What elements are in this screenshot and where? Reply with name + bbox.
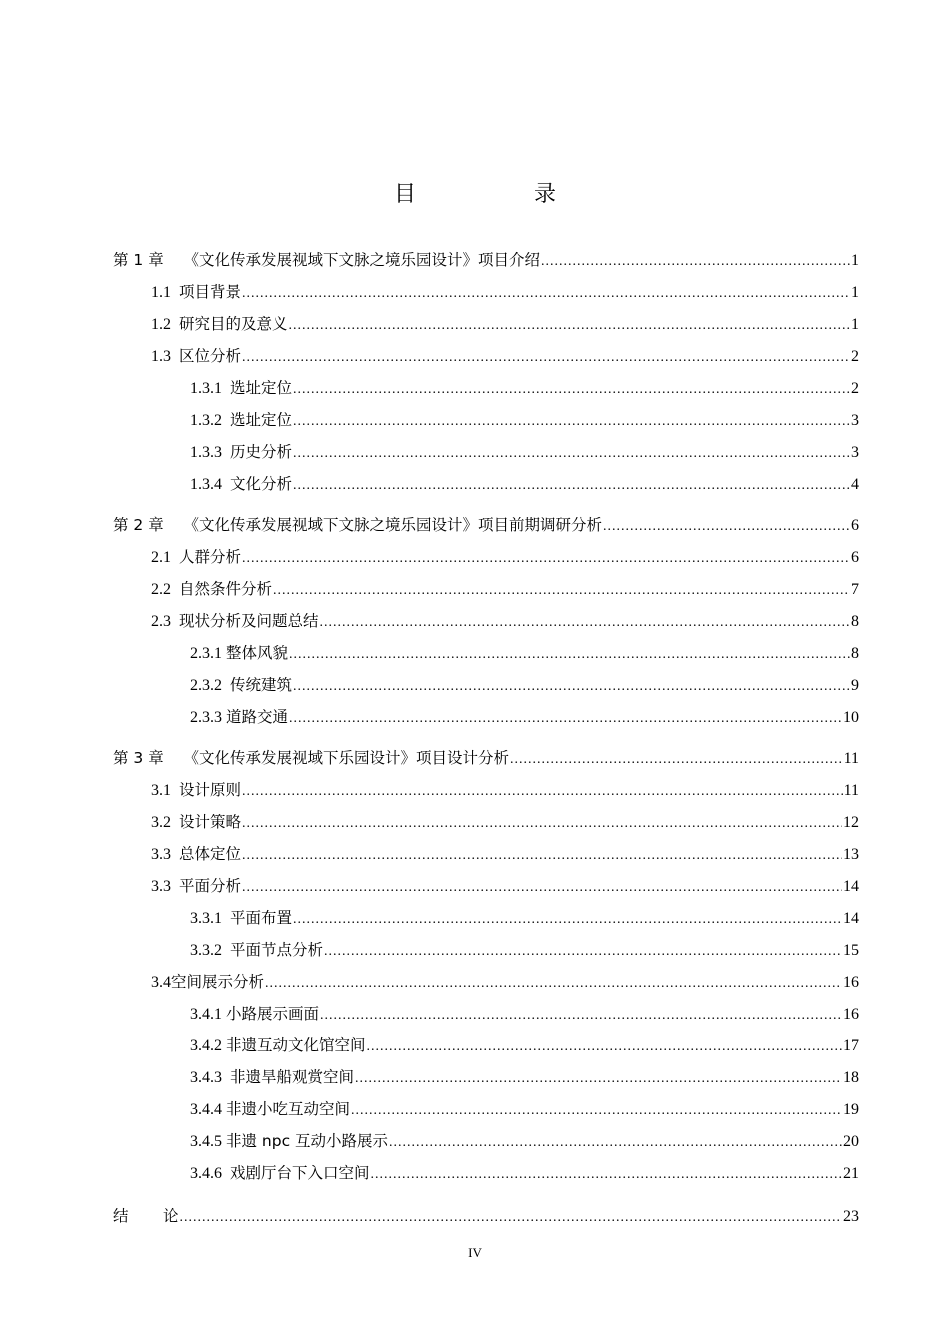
toc-entry-text: 《文化传承发展视域下乐园设计》项目设计分析 (183, 749, 509, 767)
toc-entry-number: 3.4.3 (190, 1069, 222, 1086)
toc-page-number: 14 (843, 910, 859, 927)
toc-entry[interactable] (151, 346, 859, 368)
toc-page-number: 23 (843, 1208, 859, 1225)
leader-dots (541, 251, 850, 272)
leader-dots (242, 845, 842, 866)
toc-entry-text: 平面布置 (230, 909, 293, 927)
toc-entry-number: 3.3 (151, 878, 171, 895)
toc-entry-number: 2.2 (151, 581, 171, 598)
leader-dots (324, 941, 842, 962)
toc-entry-number: 2.3.3 (190, 709, 222, 726)
leader-dots (367, 1036, 842, 1057)
toc-entry-number: 1.3.3 (190, 444, 222, 461)
toc-page-number: 17 (843, 1037, 859, 1054)
toc-entry-text: 非遗互动文化馆空间 (226, 1036, 366, 1054)
leader-dots (180, 1207, 842, 1228)
toc-page-number: 3 (851, 412, 859, 429)
toc-entry[interactable] (151, 844, 859, 866)
leader-dots (293, 909, 842, 930)
toc-page-number: 8 (851, 613, 859, 630)
toc-entry[interactable] (190, 1163, 859, 1185)
toc-entry[interactable] (190, 707, 859, 729)
toc-entry-number: 3.4 (151, 974, 171, 991)
leader-dots (242, 283, 850, 304)
toc-entry-text: 道路交通 (226, 708, 289, 726)
toc-entry-number: 3.3.2 (190, 942, 222, 959)
toc-entry-text: 整体风貌 (226, 644, 289, 662)
toc-entry-number: 2.3.1 (190, 645, 222, 662)
toc-entry[interactable] (190, 675, 859, 697)
toc-entry-text: 非遗小吃互动空间 (226, 1100, 351, 1118)
toc-entry-number: 3.4.5 (190, 1133, 222, 1150)
toc-page-number: 7 (851, 581, 859, 598)
leader-dots (242, 548, 850, 569)
toc-entry-number: 第 2 章 (113, 516, 164, 534)
toc-entry-chapter-2[interactable] (113, 515, 859, 537)
toc-entry-number: 3.4.6 (190, 1165, 222, 1182)
toc-entry-text: 历史分析 (230, 443, 293, 461)
toc-entry-number: 1.2 (151, 316, 171, 333)
toc-page-number: 11 (843, 750, 859, 767)
toc-entry[interactable] (190, 1099, 859, 1121)
leader-dots (242, 347, 850, 368)
toc-entry-text: 选址定位 (230, 411, 293, 429)
leader-dots (289, 315, 850, 336)
toc-entry-chapter-3[interactable] (113, 748, 859, 770)
leader-dots (293, 443, 850, 464)
toc-entry[interactable] (190, 1131, 859, 1153)
toc-entry[interactable] (151, 314, 859, 336)
toc-entry[interactable] (190, 1004, 859, 1026)
toc-page-number: 18 (843, 1069, 859, 1086)
toc-entry[interactable] (151, 780, 859, 802)
toc-entry-text: 论 (163, 1207, 179, 1225)
toc-entry-text: 总体定位 (179, 845, 242, 863)
toc-entry-text: 戏剧厅台下入口空间 (230, 1164, 370, 1182)
toc-entry-text: 现状分析及问题总结 (179, 612, 319, 630)
toc-entry-text: 小路展示画面 (226, 1005, 320, 1023)
toc-entry-text: 空间展示分析 (171, 973, 265, 991)
toc-entry-text: 平面分析 (179, 877, 242, 895)
toc-page-number: 1 (851, 284, 859, 301)
leader-dots (293, 475, 850, 496)
toc-page-number: 6 (851, 517, 859, 534)
leader-dots (320, 1005, 842, 1026)
toc-page-number: 6 (851, 549, 859, 566)
toc-entry-text: 平面节点分析 (230, 941, 324, 959)
toc-page-number: 1 (851, 252, 859, 269)
toc-page-number: 15 (843, 942, 859, 959)
toc-page-number: 20 (843, 1133, 859, 1150)
toc-entry[interactable] (190, 410, 859, 432)
leader-dots (293, 379, 850, 400)
toc-entry-text: 文化分析 (230, 475, 293, 493)
toc-entry[interactable] (190, 442, 859, 464)
toc-entry-number: 结 (113, 1207, 129, 1225)
leader-dots (371, 1164, 842, 1185)
toc-entry[interactable] (190, 908, 859, 930)
toc-entry-number: 3.4.4 (190, 1101, 222, 1118)
toc-entry-number: 3.4.2 (190, 1037, 222, 1054)
toc-page-number: 12 (843, 814, 859, 831)
toc-entry-text: 《文化传承发展视域下文脉之境乐园设计》项目介绍 (183, 251, 540, 269)
toc-entry[interactable] (190, 1035, 859, 1057)
toc-entry-text: 区位分析 (179, 347, 242, 365)
leader-dots (293, 411, 850, 432)
toc-page-number: 2 (851, 348, 859, 365)
toc-page-number: 11 (843, 782, 859, 799)
toc-title: 目 录 (393, 182, 604, 207)
leader-dots (242, 877, 842, 898)
toc-entry-number: 3.4.1 (190, 1006, 222, 1023)
page-footer-number: IV (468, 1245, 482, 1260)
toc-entry-number: 1.3.2 (190, 412, 222, 429)
toc-page-number: 9 (851, 677, 859, 694)
toc-entry-number: 3.1 (151, 782, 171, 799)
toc-entry-text: 自然条件分析 (179, 580, 273, 598)
toc-entry[interactable] (151, 812, 859, 834)
toc-page-number: 1 (851, 316, 859, 333)
leader-dots (265, 973, 842, 994)
toc-page-number: 8 (851, 645, 859, 662)
toc-entry-text: 《文化传承发展视域下文脉之境乐园设计》项目前期调研分析 (183, 516, 602, 534)
toc-page-number: 21 (843, 1165, 859, 1182)
toc-entry-number: 2.3.2 (190, 677, 222, 694)
toc-page-number: 14 (843, 878, 859, 895)
toc-entry-text: 非遗旱船观赏空间 (230, 1068, 355, 1086)
leader-dots (389, 1132, 842, 1153)
toc-entry[interactable] (190, 1067, 859, 1089)
toc-entry-text: 研究目的及意义 (179, 315, 288, 333)
toc-entry-number: 1.3.4 (190, 476, 222, 493)
leader-dots (273, 580, 850, 601)
toc-entry-number: 3.2 (151, 814, 171, 831)
toc-page-number: 10 (843, 709, 859, 726)
toc-entry[interactable] (151, 547, 859, 569)
toc-entry[interactable] (151, 611, 859, 633)
toc-entry-number: 1.1 (151, 284, 171, 301)
toc-entry[interactable] (151, 972, 859, 994)
leader-dots (320, 612, 850, 633)
toc-entry-text: 人群分析 (179, 548, 242, 566)
toc-entry-text: 设计策略 (179, 813, 242, 831)
leader-dots (289, 708, 842, 729)
toc-entry-number: 3.3.1 (190, 910, 222, 927)
toc-entry-number: 第 3 章 (113, 749, 164, 767)
leader-dots (351, 1100, 842, 1121)
toc-page-number: 19 (843, 1101, 859, 1118)
toc-entry[interactable] (151, 579, 859, 601)
toc-entry-text: 项目背景 (179, 283, 242, 301)
toc-entry-number: 3.3 (151, 846, 171, 863)
leader-dots (293, 676, 850, 697)
toc-entry-number: 1.3 (151, 348, 171, 365)
toc-page-number: 4 (851, 476, 859, 493)
toc-entry-number: 2.1 (151, 549, 171, 566)
toc-entry-conclusion[interactable] (113, 1206, 859, 1228)
leader-dots (289, 644, 850, 665)
toc-entry[interactable] (190, 940, 859, 962)
leader-dots (510, 749, 843, 770)
toc-page-number: 16 (843, 974, 859, 991)
toc-entry-number: 第 1 章 (113, 251, 164, 269)
toc-entry-text: 传统建筑 (230, 676, 293, 694)
toc-entry[interactable] (151, 876, 859, 898)
toc-page-number: 2 (851, 380, 859, 397)
leader-dots (603, 516, 850, 537)
toc-entry-chapter-1[interactable] (113, 250, 859, 272)
toc-entry-text: 设计原则 (179, 781, 242, 799)
toc-entry-text: 非遗 npc 互动小路展示 (226, 1132, 389, 1150)
toc-entry[interactable] (190, 474, 859, 496)
toc-page-number: 16 (843, 1006, 859, 1023)
toc-entry[interactable] (151, 282, 859, 304)
leader-dots (242, 781, 843, 802)
toc-page-number: 13 (843, 846, 859, 863)
toc-entry[interactable] (190, 643, 859, 665)
leader-dots (242, 813, 842, 834)
leader-dots (355, 1068, 842, 1089)
toc-entry-text: 选址定位 (230, 379, 293, 397)
toc-entry[interactable] (190, 378, 859, 400)
toc-entry-number: 2.3 (151, 613, 171, 630)
toc-entry-number: 1.3.1 (190, 380, 222, 397)
toc-page-number: 3 (851, 444, 859, 461)
